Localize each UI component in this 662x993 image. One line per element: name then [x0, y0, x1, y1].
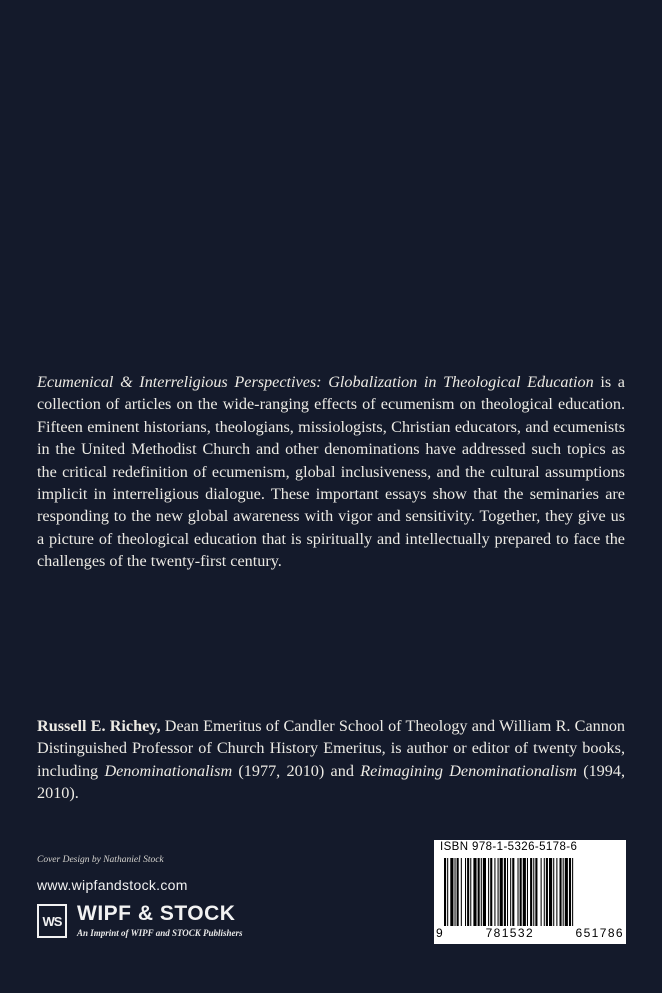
book-title: Ecumenical & Interreligious Perspectives: Globalization in Theological Education: [37, 373, 594, 391]
publisher-tagline: An Imprint of WIPF and STOCK Publishers: [77, 928, 243, 938]
publisher-website[interactable]: www.wipfandstock.com: [37, 877, 188, 893]
ws-logo-icon: WS: [37, 904, 67, 938]
cover-design-credit: Cover Design by Nathaniel Stock: [37, 855, 164, 865]
barcode-digit-group-1: 781532: [485, 926, 535, 940]
book-description: [37, 371, 625, 573]
publisher-block: [37, 904, 297, 940]
barcode-bars-icon: [444, 858, 620, 926]
author-bio-text-1: Dean Emeritus of Candler School of Theology and William R. Cannon Distinguished Professor of Church History Emeritus, is author or editor of twenty books, including: [37, 717, 626, 780]
barcode-digit-lead: 9: [436, 926, 445, 940]
author-book-1: Denominationalism: [104, 761, 233, 780]
author-book-2: Reimagining Denominationalism: [360, 761, 577, 780]
description-body: is a collection of articles on the wide-ranging effects of ecumenism on theological education. Fifteen eminent historians, theologians, missiologists, Christian educators, and ecumenists in the United Methodist Church and other denominations have addressed such topics as the critical redefinition of ecumenism, global inclusiveness, and the cultural assumptions implicit in interreligious dialogue. These important essays show that the seminaries are responding to the new global awareness with vigor and sensitivity. Together, they give us a picture of theological education that is spiritually and intellectually prepared to face the challenges of the twenty-first century.: [37, 373, 625, 571]
author-name: Russell E. Richey,: [37, 717, 161, 735]
author-bio-text-3: (1994, 2010).: [37, 761, 626, 803]
publisher-name: WIPF & STOCK: [77, 902, 236, 925]
barcode-digit-group-2: 651786: [575, 926, 624, 940]
isbn-label: ISBN 978-1-5326-5178-6: [440, 841, 578, 853]
barcode-digits: [436, 926, 624, 940]
author-bio-text-2: (1977, 2010) and: [232, 761, 361, 780]
isbn-barcode: [434, 840, 626, 944]
author-bio: [37, 715, 625, 805]
